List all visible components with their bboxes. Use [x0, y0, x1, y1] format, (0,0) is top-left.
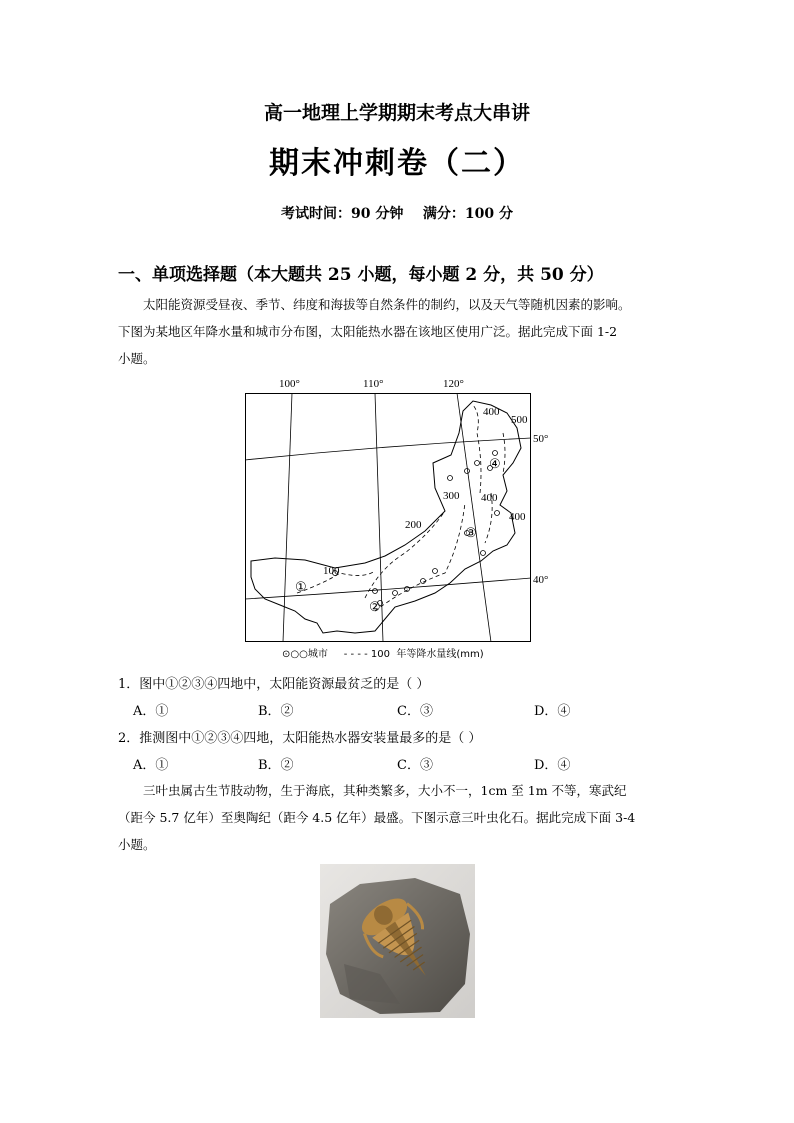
- passage-line: 三叶虫属古生节肢动物，生于海底，其种类繁多，大小不一，1cm 至 1m 不等，寒武纪: [143, 783, 627, 798]
- paper-title: 期末冲刺卷（二）: [269, 146, 525, 181]
- passage-solar: [118, 291, 678, 372]
- lon-label: 120°: [443, 378, 464, 390]
- passage-line: 小题。: [118, 351, 156, 366]
- region-label-4: ④: [489, 456, 501, 471]
- trilobite-fossil-image: [320, 864, 475, 1018]
- question-1-option-c[interactable]: C．③: [397, 704, 433, 719]
- isohyet-label: 400: [509, 511, 526, 523]
- lon-label: 110°: [363, 378, 384, 390]
- question-2-option-d[interactable]: D．④: [534, 758, 571, 773]
- question-2-option-c[interactable]: C．③: [397, 758, 433, 773]
- region-label-2: ②: [369, 599, 381, 614]
- meridian-100: [283, 393, 292, 642]
- question-1-option-a[interactable]: A．①: [133, 704, 169, 719]
- meridian-120: [457, 393, 491, 642]
- map-legend: [282, 645, 484, 660]
- parallel-40: [245, 578, 531, 599]
- question-2-option-a[interactable]: A．①: [133, 758, 169, 773]
- isohyet-400-north: [473, 405, 481, 493]
- passage-line: 太阳能资源受昼夜、季节、纬度和海拔等自然条件的制约，以及天气等随机因素的影响。: [143, 297, 631, 312]
- question-2-stem: 2．推测图中①②③④四地，太阳能热水器安装量最多的是（ ）: [118, 731, 482, 746]
- isohyet-label: 400: [483, 406, 500, 418]
- isohyet-label: 100: [323, 565, 340, 577]
- map-frame: [246, 394, 531, 642]
- region-label-3: ③: [465, 525, 477, 540]
- exam-info: 考试时间：90 分钟 满分：100 分: [281, 206, 513, 222]
- lon-label: 100°: [279, 378, 300, 390]
- passage-line: 小题。: [118, 837, 156, 852]
- region-label-1: ①: [295, 579, 307, 594]
- paper-subtitle: 高一地理上学期期末考点大串讲: [263, 102, 530, 124]
- precipitation-city-map: [245, 378, 549, 643]
- region-boundary: [251, 401, 521, 633]
- isohyet-label: 200: [405, 519, 422, 531]
- isohyet-label: 400: [481, 492, 498, 504]
- lat-label: 50°: [533, 433, 549, 445]
- question-1-stem: 1．图中①②③④四地中，太阳能资源最贫乏的是（ ）: [118, 677, 430, 692]
- passage-line: 下图为某地区年降水量和城市分布图，太阳能热水器在该地区使用广泛。据此完成下面 1-2: [118, 324, 618, 339]
- legend-city: ⊙○○城市: [282, 649, 328, 660]
- lat-label: 40°: [533, 574, 549, 586]
- section-heading: 一、单项选择题（本大题共 25 小题，每小题 2 分，共 50 分）: [118, 265, 604, 285]
- question-1-option-b[interactable]: B．②: [258, 704, 294, 719]
- question-1-option-d[interactable]: D．④: [534, 704, 571, 719]
- legend-isohyet: - - - - 100 年等降水量线(mm): [343, 649, 484, 660]
- isohyet-label: 300: [443, 490, 460, 502]
- passage-line: （距今 5.7 亿年）至奥陶纪（距今 4.5 亿年）最盛。下图示意三叶虫化石。据此完成下面 3-4: [118, 810, 636, 825]
- question-2-option-b[interactable]: B．②: [258, 758, 294, 773]
- passage-trilobite: [118, 777, 678, 858]
- isohyet-label: 500: [511, 414, 528, 426]
